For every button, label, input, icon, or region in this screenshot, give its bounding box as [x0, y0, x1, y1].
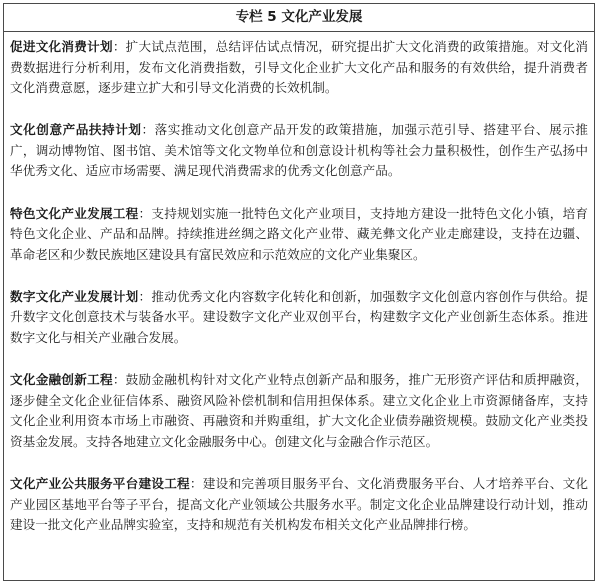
section-featured-industry: 特色文化产业发展工程：支持规划实施一批特色文化产业项目，支持地方建设一批特色文化小镇，培育特色文化企业、产品和品牌。持续推进丝绸之路文化产业带、藏羌彝文化产业走廊建设，支持在边疆、革命老区和少数民族地区建设具有富民效应和示范效应的文化产业集聚区。 [10, 205, 589, 262]
section-finance-innovation: 文化金融创新工程：鼓励金融机构针对文化产业特点创新产品和服务，推广无形资产评估和质押融资，逐步健全文化企业征信体系、融资风险补偿机制和信用担保体系。建立文化企业上市资源储备库，支持文化企业利用资本市场上市融资、再融资和并购重组，扩大文化企业债券融资规模。鼓励文化产业类投资基金发展。支持各地建立文化金融服务中心。创建文化与金融合作示范区。 [10, 372, 589, 449]
column-title: 专栏 5 文化产业发展 [4, 4, 594, 32]
section-digital-industry: 数字文化产业发展计划：推动优秀文化内容数字化转化和创新，加强数字文化创意内容创作与供给。提升数字文化创意技术与装备水平。建设数字文化产业双创平台，构建数字文化产业创新生态体系。推进数字文化与相关产业融合发展。 [10, 288, 589, 346]
section-heading: 文化金融创新工程 [10, 372, 113, 388]
section-heading: 特色文化产业发展工程 [10, 205, 139, 221]
section-body: 建设和完善项目服务平台、文化消费服务平台、人才培养平台、文化产业园区基地平台等子平台，提高文化产业领域公共服务水平。制定文化企业品牌建设行动计划，推动建设一批文化产业品牌实验室，支持和规范有关机构发布相关文化产业品牌排行榜。 [10, 476, 589, 533]
section-heading: 数字文化产业发展计划 [10, 288, 139, 304]
column-box [3, 3, 595, 581]
section-consumption-plan: 促进文化消费计划：扩大试点范围，总结评估试点情况，研究提出扩大文化消费的政策措施。对文化消费数据进行分析利用，发布文化消费指数，引导文化企业扩大文化产品和服务的有效供给，提升消费者文化消费意愿，逐步建立扩大和引导文化消费的长效机制。 [10, 39, 589, 96]
column-content [4, 32, 594, 536]
section-body: 推动优秀文化内容数字化转化和创新，加强数字文化创意内容创作与供给。提升数字文化创意技术与装备水平。建设数字文化产业双创平台，构建数字文化产业创新生态体系。推进数字文化与相关产业融合发展。 [10, 288, 589, 346]
section-heading: 促进文化消费计划 [10, 39, 113, 54]
section-body: 鼓励金融机构针对文化产业特点创新产品和服务，推广无形资产评估和质押融资，逐步健全文化企业征信体系、融资风险补偿机制和信用担保体系。建立文化企业上市资源储备库，支持文化企业利用资本市场上市融资、再融资和并购重组，扩大文化企业债券融资规模。鼓励文化产业类投资基金发展。支持各地建立文化金融服务中心。创建文化与金融合作示范区。 [10, 372, 589, 449]
section-creative-products: 文化创意产品扶持计划：落实推动文化创意产品开发的政策措施，加强示范引导、搭建平台、展示推广，调动博物馆、图书馆、美术馆等文化文物单位和创意设计机构等社会力量积极性，创作生产弘扬中华优秀文化、适应市场需要、满足现代消费需求的优秀文化创意产品。 [10, 122, 589, 179]
section-body: 落实推动文化创意产品开发的政策措施，加强示范引导、搭建平台、展示推广，调动博物馆、图书馆、美术馆等文化文物单位和创意设计机构等社会力量积极性，创作生产弘扬中华优秀文化、适应市场需要、满足现代消费需求的优秀文化创意产品。 [10, 122, 589, 179]
section-body: 扩大试点范围，总结评估试点情况，研究提出扩大文化消费的政策措施。对文化消费数据进行分析利用，发布文化消费指数，引导文化企业扩大文化产品和服务的有效供给，提升消费者文化消费意愿，逐步建立扩大和引导文化消费的长效机制。 [10, 39, 589, 96]
section-heading: 文化创意产品扶持计划 [10, 122, 142, 138]
section-body: 支持规划实施一批特色文化产业项目，支持地方建设一批特色文化小镇，培育特色文化企业、产品和品牌。持续推进丝绸之路文化产业带、藏羌彝文化产业走廊建设，支持在边疆、革命老区和少数民族地区建设具有富民效应和示范效应的文化产业集聚区。 [10, 205, 589, 262]
section-public-service-platform: 文化产业公共服务平台建设工程：建设和完善项目服务平台、文化消费服务平台、人才培养平台、文化产业园区基地平台等子平台，提高文化产业领域公共服务水平。制定文化企业品牌建设行动计划，推动建设一批文化产业品牌实验室，支持和规范有关机构发布相关文化产业品牌排行榜。 [10, 476, 589, 533]
section-heading: 文化产业公共服务平台建设工程 [10, 476, 190, 491]
